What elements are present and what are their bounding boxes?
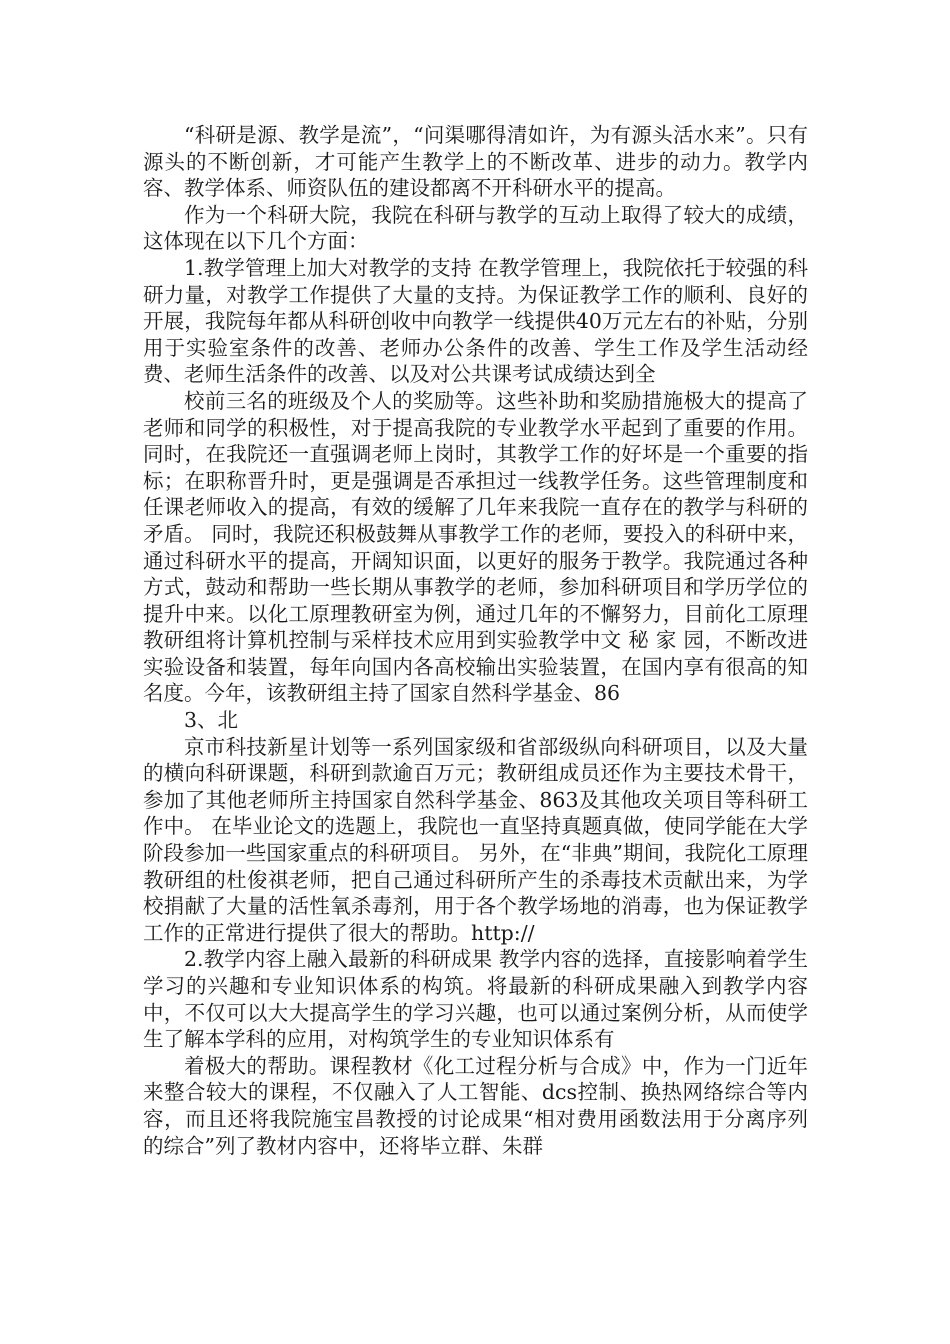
paragraph-source-of-research: “科研是源、教学是流”，“问渠哪得清如许，为有源头活水来”。只有源头的不断创新，才可能产生教学上的不断改革、进步的动力。教学内容、教学体系、师资队伍的建设都离不开科研水平的提高。	[143, 123, 808, 201]
paragraph-rewards-and-research: 校前三名的班级及个人的奖励等。这些补助和奖励措施极大的提高了老师和同学的积极性，对于提高我院的专业教学水平起到了重要的作用。同时，在我院还一直强调老师上岗时，其教学工作的好坏是一个重要的指标；在职称晋升时，更是强调是否承担过一线教学任务。这些管理制度和任课老师收入的提高，有效的缓解了几年来我院一直存在的教学与科研的矛盾。 同时，我院还积极鼓舞从事教学工作的老师，要投入的科研中来，通过科研水平的提高，开阔知识面，以更好的服务于教学。我院通过各种方式，鼓动和帮助一些长期从事教学的老师，参加科研项目和学历学位的提升中来。以化工原理教研室为例，通过几年的不懈努力，目前化工原理教研组将计算机控制与采样技术应用到实验教学中文 秘 家 园，不断改进实验设备和装置，每年向国内各高校输出实验装置，在国内享有很高的知名度。今年，该教研组主持了国家自然科学基金、86	[143, 388, 808, 706]
paragraph-management-support: 1.教学管理上加大对教学的支持 在教学管理上，我院依托于较强的科研力量，对教学工作提供了大量的支持。为保证教学工作的顺利、良好的开展，我院每年都从科研创收中向教学一线提供40万元左右的补贴，分别用于实验室条件的改善、老师办公条件的改善、学生工作及学生活动经费、老师生活条件的改善、以及对公共课考试成绩达到全	[143, 255, 808, 387]
paragraph-achievements-intro: 作为一个科研大院，我院在科研与教学的互动上取得了较大的成绩，这体现在以下几个方面：	[143, 202, 808, 254]
paragraph-fragment-north: 3、北	[184, 708, 239, 733]
document-body	[143, 122, 808, 1159]
paragraph-textbook: 着极大的帮助。课程教材《化工过程分析与合成》中，作为一门近年来整合较大的课程，不仅融入了人工智能、dcs控制、换热网络综合等内容，而且还将我院施宝昌教授的讨论成果“相对费用函数法用于分离序列的综合”列了教材内容中，还将毕立群、朱群	[143, 1053, 808, 1158]
paragraph-teaching-content: 2.教学内容上融入最新的科研成果 教学内容的选择，直接影响着学生学习的兴趣和专业知识体系的构筑。将最新的科研成果融入到教学内容中，不仅可以大大提高学生的学习兴趣，也可以通过案例分析，从而使学生了解本学科的应用，对构筑学生的专业知识体系有	[143, 947, 808, 1052]
paragraph-beijing-projects: 京市科技新星计划等一系列国家级和省部级纵向科研项目，以及大量的横向科研课题，科研到款逾百万元；教研组成员还作为主要技术骨干，参加了其他老师所主持国家自然科学基金、863及其他攻关项目等科研工作中。 在毕业论文的选题上，我院也一直坚持真题真做，使同学能在大学阶段参加一些国家重点的科研项目。 另外，在“非典”期间，我院化工原理教研组的杜俊祺老师，把自己通过科研所产生的杀毒技术贡献出来，为学校捐献了大量的活性氧杀毒剂，用于各个教学场地的消毒，也为保证教学工作的正常进行提供了很大的帮助。http://	[143, 734, 808, 945]
